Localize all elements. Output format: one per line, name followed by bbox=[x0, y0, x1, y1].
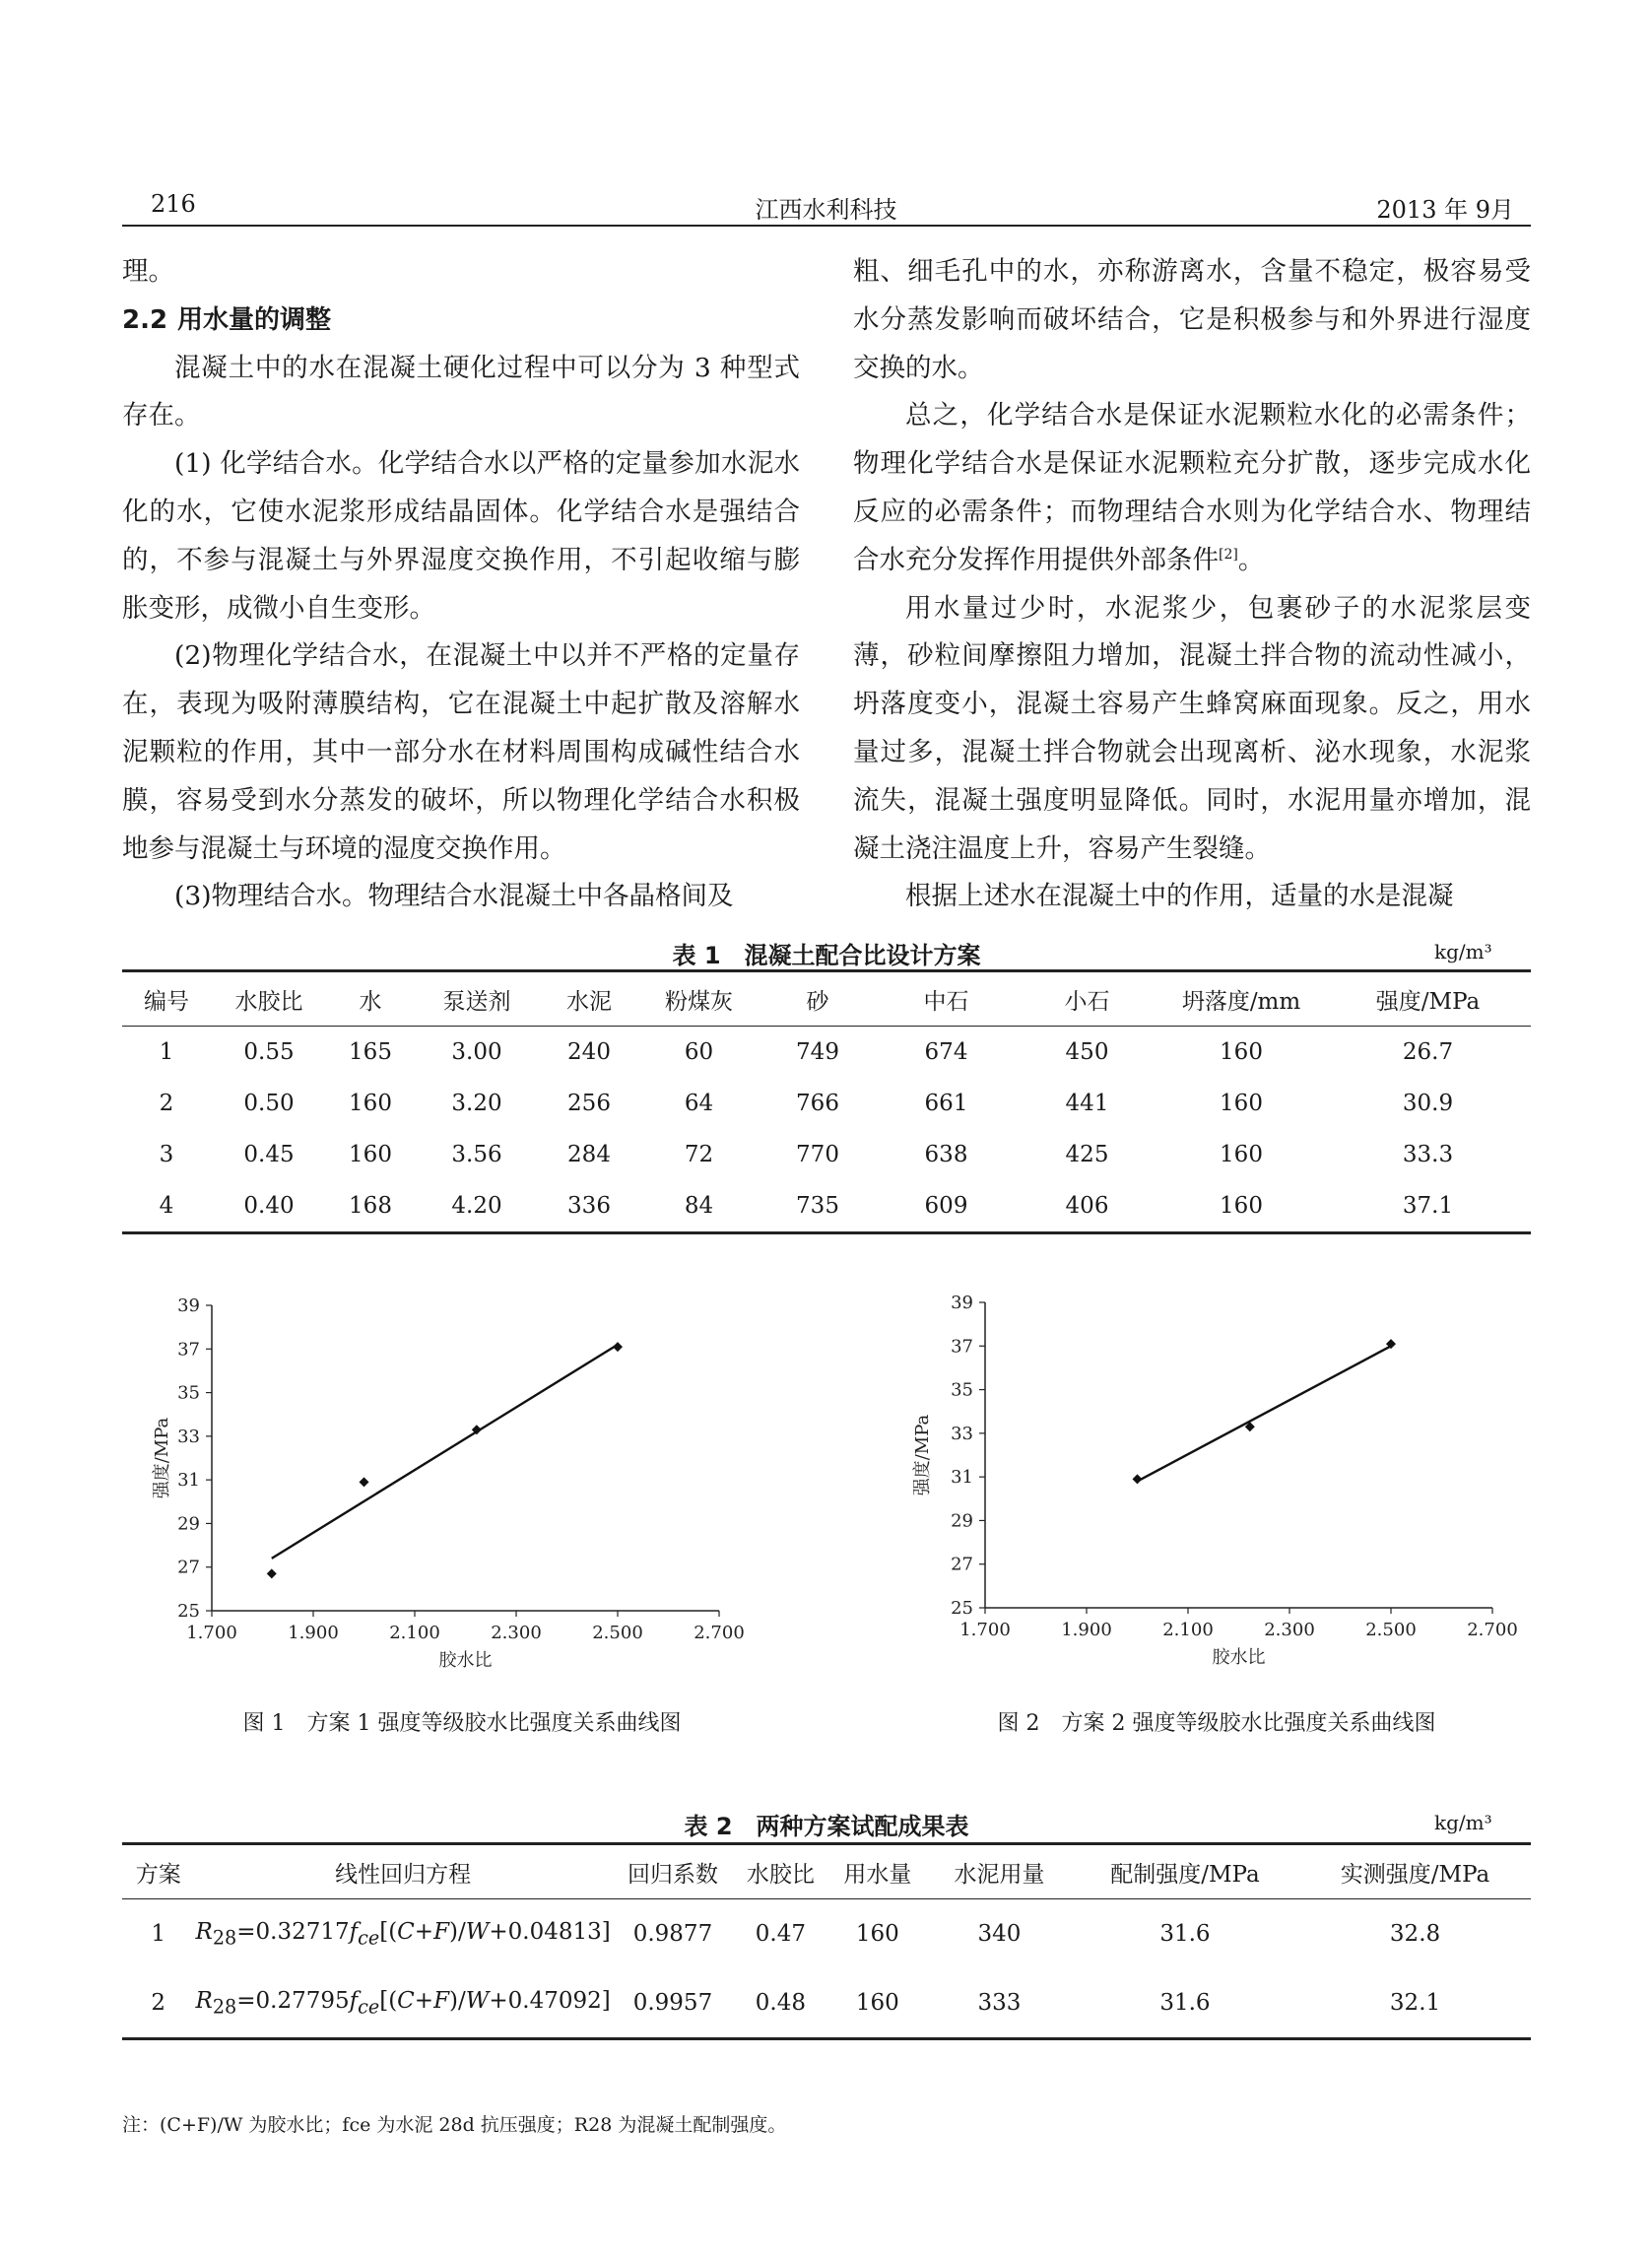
trendline bbox=[1138, 1346, 1392, 1481]
table-cell: 609 bbox=[876, 1180, 1017, 1233]
table2-header-cell: 水胶比 bbox=[734, 1844, 826, 1899]
table-cell: 64 bbox=[684, 1091, 714, 1116]
eq-coef-a: 0.27795 bbox=[255, 1987, 350, 2014]
table1-caption: 表 1 混凝土配合比设计方案 bbox=[672, 942, 981, 969]
table-cell: 33.3 bbox=[1402, 1142, 1454, 1167]
table-cell: 4.20 bbox=[414, 1180, 540, 1233]
table-cell: 0.40 bbox=[211, 1180, 327, 1233]
trendline bbox=[272, 1345, 618, 1559]
x-tick-label: 2.100 bbox=[1162, 1620, 1214, 1640]
table-cell: 674 bbox=[924, 1039, 968, 1065]
table1 bbox=[122, 969, 1531, 1234]
x-axis-label: 胶水比 bbox=[438, 1650, 493, 1671]
x-axis-label: 胶水比 bbox=[1212, 1647, 1266, 1668]
x-tick-label: 2.100 bbox=[389, 1623, 440, 1643]
table-cell: 0.9877 bbox=[632, 1921, 713, 1947]
table2-header-cell: 配制强度/MPa bbox=[1071, 1844, 1299, 1899]
section-number: 2.2 bbox=[122, 304, 168, 335]
table1-header-cell: 水 bbox=[327, 971, 414, 1027]
table-cell: 2 bbox=[159, 1091, 174, 1116]
table-cell: 31.6 bbox=[1071, 1968, 1299, 2039]
table1-header-cell: 泵送剂 bbox=[414, 971, 540, 1027]
table-cell: 735 bbox=[760, 1180, 876, 1233]
y-tick-label: 29 bbox=[177, 1513, 200, 1535]
table2-header-cell: 方案 bbox=[122, 1844, 195, 1899]
table-cell: 160 bbox=[855, 1921, 899, 1947]
paragraph: (3)物理结合水。物理结合水混凝土中各晶格间及 bbox=[174, 881, 734, 912]
paragraph: (2)物理化学结合水，在混凝土中以并不严格的定量存在，表现为吸附薄膜结构，它在混凝土中起扩散及溶解水泥颗粒的作用，其中一部分水在材料周围构成碱性结合水膜，容易受到水分蒸发的破坏，所以物理化学结合水积极地参与混凝土与环境的湿度交换作用。 bbox=[122, 640, 800, 864]
table2-header-row bbox=[122, 1844, 1531, 1899]
paragraph-text: 总之，化学结合水是保证水泥颗粒水化的必需条件；物理化学结合水是保证水泥颗粒充分扩散，逐步完成水化反应的必需条件；而物理结合水则为化学结合水、物理结合水充分发挥作用提供外部条件 bbox=[853, 400, 1531, 575]
x-tick-label: 1.700 bbox=[959, 1620, 1011, 1640]
table-cell: 0.48 bbox=[734, 1968, 826, 2039]
figure2-chart bbox=[908, 1283, 1519, 1677]
table-row bbox=[122, 1968, 1531, 2039]
table-cell: 72 bbox=[684, 1142, 714, 1167]
table2-header-cell: 线性回归方程 bbox=[195, 1844, 612, 1899]
table-cell: 450 bbox=[1065, 1039, 1109, 1065]
table-row bbox=[122, 1899, 1531, 1969]
paragraph bbox=[853, 392, 1531, 584]
y-tick-label: 39 bbox=[177, 1295, 200, 1316]
figure2-caption: 图 2 方案 2 强度等级胶水比强度关系曲线图 bbox=[997, 1711, 1436, 1736]
table-cell: 3.56 bbox=[451, 1142, 502, 1167]
table-cell: 32.1 bbox=[1299, 1968, 1531, 2039]
table2-header-cell: 水泥用量 bbox=[928, 1844, 1071, 1899]
y-tick-label: 33 bbox=[951, 1423, 973, 1444]
paragraph: 粗、细毛孔中的水，亦称游离水，含量不稳定，极容易受水分蒸发影响而破坏结合，它是积极参与和外界进行湿度交换的水。 bbox=[853, 256, 1531, 383]
table-row bbox=[122, 1078, 1531, 1129]
table-cell: 168 bbox=[327, 1180, 414, 1233]
table-cell: 160 bbox=[349, 1142, 392, 1167]
y-tick-label: 27 bbox=[951, 1554, 973, 1575]
journal-name: 江西水利科技 bbox=[755, 196, 897, 224]
section-heading bbox=[122, 297, 800, 345]
table-cell: 425 bbox=[1065, 1142, 1109, 1167]
y-tick-label: 27 bbox=[177, 1557, 200, 1578]
x-tick-label: 2.500 bbox=[1365, 1620, 1417, 1640]
table-cell: 160 bbox=[827, 1968, 928, 2039]
x-tick-label: 1.900 bbox=[288, 1623, 339, 1643]
data-point bbox=[1133, 1474, 1143, 1484]
table2-header-cell: 实测强度/MPa bbox=[1299, 1844, 1531, 1899]
table1-header-cell: 坍落度/mm bbox=[1157, 971, 1325, 1027]
x-tick-label: 1.900 bbox=[1061, 1620, 1112, 1640]
table-cell: 336 bbox=[540, 1180, 638, 1233]
x-tick-label: 2.300 bbox=[491, 1623, 542, 1643]
table-cell: 4 bbox=[122, 1180, 211, 1233]
table-row bbox=[122, 1129, 1531, 1180]
table-cell: 256 bbox=[567, 1091, 611, 1116]
x-tick-label: 1.700 bbox=[186, 1623, 237, 1643]
x-tick-label: 2.700 bbox=[1467, 1620, 1518, 1640]
table-cell: 284 bbox=[567, 1142, 611, 1167]
header-rule bbox=[122, 225, 1531, 227]
table-cell: 0.47 bbox=[755, 1921, 806, 1947]
data-point bbox=[613, 1342, 623, 1352]
table-cell: 766 bbox=[796, 1091, 839, 1116]
x-tick-label: 2.300 bbox=[1264, 1620, 1315, 1640]
y-axis-label: 强度/MPa bbox=[912, 1414, 933, 1496]
table-cell: 160 bbox=[1220, 1091, 1263, 1116]
page-number: 216 bbox=[151, 190, 196, 218]
table-cell: 31.6 bbox=[1159, 1921, 1211, 1947]
table-row bbox=[122, 1180, 1531, 1233]
y-tick-label: 29 bbox=[951, 1510, 973, 1532]
table-cell: 3 bbox=[159, 1142, 174, 1167]
x-tick-label: 2.500 bbox=[592, 1623, 643, 1643]
table1-unit: kg/m³ bbox=[1434, 940, 1492, 963]
table1-header-cell: 水胶比 bbox=[211, 971, 327, 1027]
table-cell: 661 bbox=[924, 1091, 968, 1116]
table2 bbox=[122, 1842, 1531, 2040]
plan-cell: 1 bbox=[151, 1921, 166, 1947]
table-cell: 160 bbox=[349, 1091, 392, 1116]
table-cell: 441 bbox=[1065, 1091, 1109, 1116]
table-cell: 3.20 bbox=[451, 1091, 502, 1116]
table1-header-cell: 中石 bbox=[876, 971, 1017, 1027]
y-tick-label: 37 bbox=[951, 1336, 973, 1358]
table-cell: 240 bbox=[567, 1039, 611, 1065]
right-column bbox=[853, 248, 1531, 921]
table-cell: 770 bbox=[796, 1142, 839, 1167]
table-cell: 165 bbox=[349, 1039, 392, 1065]
data-point bbox=[267, 1568, 277, 1578]
citation-ref: [2] bbox=[1219, 546, 1238, 563]
left-column bbox=[122, 248, 800, 921]
y-tick-label: 25 bbox=[177, 1601, 200, 1622]
table1-header-cell: 小石 bbox=[1017, 971, 1157, 1027]
table-cell: 0.50 bbox=[243, 1091, 295, 1116]
paragraph: 混凝土中的水在混凝土硬化过程中可以分为 3 种型式存在。 bbox=[122, 352, 800, 432]
section-title: 用水量的调整 bbox=[177, 304, 332, 335]
table-cell: 84 bbox=[638, 1180, 760, 1233]
table-cell: 60 bbox=[684, 1039, 714, 1065]
figure1-caption: 图 1 方案 1 强度等级胶水比强度关系曲线图 bbox=[242, 1711, 682, 1736]
table2-unit: kg/m³ bbox=[1434, 1811, 1492, 1834]
table-cell: 0.45 bbox=[243, 1142, 295, 1167]
figure1-chart bbox=[148, 1286, 745, 1680]
table1-header-cell: 水泥 bbox=[540, 971, 638, 1027]
table-cell: 638 bbox=[924, 1142, 968, 1167]
table-cell: 30.9 bbox=[1402, 1091, 1454, 1116]
table1-header-row bbox=[122, 971, 1531, 1027]
table-cell: 32.8 bbox=[1389, 1921, 1441, 1947]
table-cell: 160 bbox=[1157, 1180, 1325, 1233]
table2-caption: 表 2 两种方案试配成果表 bbox=[684, 1813, 969, 1840]
equation-cell: $R_{28}=0.27795f_{ce}[(C+F)/W+0.47092]$ bbox=[195, 1968, 612, 2039]
table-cell: 0.9957 bbox=[612, 1968, 734, 2039]
eq-coef-b: +0.47092] bbox=[489, 1987, 611, 2014]
table-cell: 3.00 bbox=[451, 1039, 502, 1065]
paragraph: 理。 bbox=[122, 256, 174, 287]
eq-coef-b: +0.04813] bbox=[489, 1918, 611, 1945]
eq-coef-a: 0.32717 bbox=[255, 1918, 350, 1945]
table-cell: 406 bbox=[1017, 1180, 1157, 1233]
table1-header-cell: 强度/MPa bbox=[1325, 971, 1531, 1027]
table-cell: 0.55 bbox=[243, 1039, 295, 1065]
table-cell: 340 bbox=[977, 1921, 1022, 1947]
table-cell: 160 bbox=[1220, 1039, 1263, 1065]
y-tick-label: 37 bbox=[177, 1339, 200, 1361]
y-tick-label: 35 bbox=[177, 1382, 200, 1404]
table1-header-cell: 砂 bbox=[760, 971, 876, 1027]
table-row bbox=[122, 1027, 1531, 1079]
x-tick-label: 2.700 bbox=[694, 1623, 745, 1643]
table2-header-cell: 回归系数 bbox=[612, 1844, 734, 1899]
table2-header-cell: 用水量 bbox=[827, 1844, 928, 1899]
y-tick-label: 33 bbox=[177, 1426, 200, 1447]
paragraph: 用水量过少时，水泥浆少，包裹砂子的水泥浆层变薄，砂粒间摩擦阻力增加，混凝土拌合物的流动性减小，坍落度变小，混凝土容易产生蜂窝麻面现象。反之，用水量过多，混凝土拌合物就会出现离析、泌水现象，水泥浆流失，混凝土强度明显降低。同时，水泥用量亦增加，混凝土浇注温度上升，容易产生裂缝。 bbox=[853, 592, 1531, 864]
data-point bbox=[360, 1477, 369, 1487]
table-cell: 37.1 bbox=[1325, 1180, 1531, 1233]
issue-date: 2013 年 9月 bbox=[1376, 196, 1514, 224]
y-tick-label: 25 bbox=[951, 1598, 973, 1619]
table-note: 注：(C+F)/W 为胶水比；fce 为水泥 28d 抗压强度；R28 为混凝土配制强度。 bbox=[122, 2114, 787, 2136]
table-cell: 26.7 bbox=[1402, 1039, 1454, 1065]
equation-cell: $R_{28}=0.32717f_{ce}[(C+F)/W+0.04813]$ bbox=[195, 1918, 611, 1950]
table-cell: 333 bbox=[928, 1968, 1071, 2039]
paragraph: (1) 化学结合水。化学结合水以严格的定量参加水泥水化的水，它使水泥浆形成结晶固体。化学结合水是强结合的，不参与混凝土与外界湿度交换作用，不引起收缩与膨胀变形，成微小自生变形。 bbox=[122, 448, 800, 624]
y-tick-label: 35 bbox=[951, 1379, 973, 1401]
paragraph-end: 。 bbox=[1237, 544, 1265, 575]
paragraph: 根据上述水在混凝土中的作用，适量的水是混凝 bbox=[905, 881, 1454, 912]
plan-cell: 2 bbox=[122, 1968, 195, 2039]
y-tick-label: 31 bbox=[951, 1467, 973, 1489]
table-cell: 1 bbox=[159, 1039, 174, 1065]
y-tick-label: 31 bbox=[177, 1470, 200, 1492]
table-cell: 160 bbox=[1220, 1142, 1263, 1167]
table1-header-cell: 编号 bbox=[122, 971, 211, 1027]
table-cell: 749 bbox=[796, 1039, 839, 1065]
table1-header-cell: 粉煤灰 bbox=[638, 971, 760, 1027]
y-tick-label: 39 bbox=[951, 1293, 973, 1313]
y-axis-label: 强度/MPa bbox=[152, 1417, 172, 1499]
